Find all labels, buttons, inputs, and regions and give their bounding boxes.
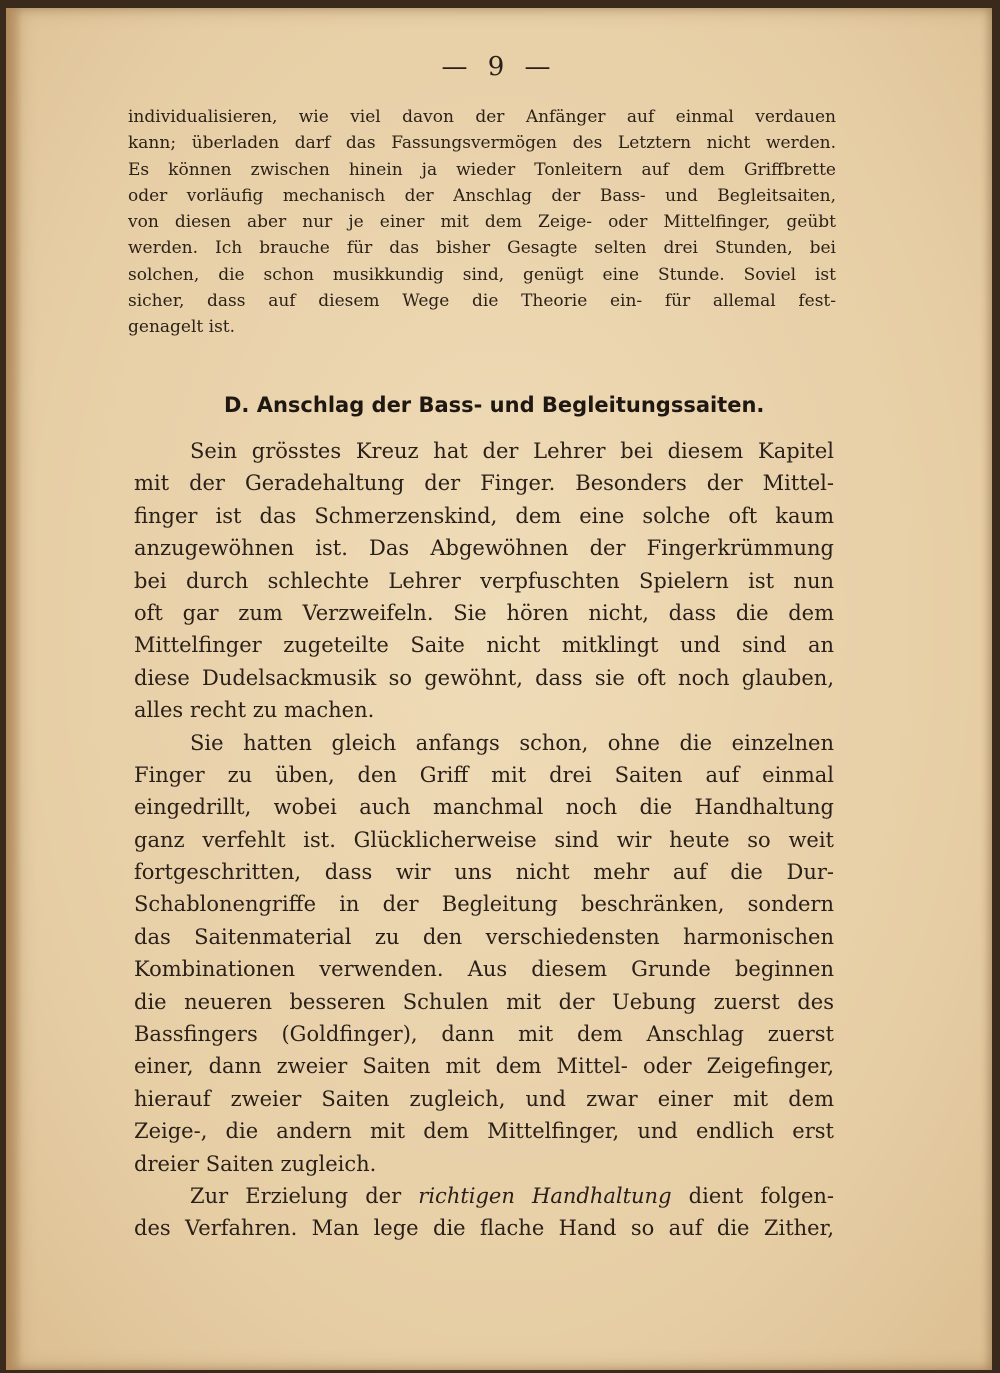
- text-line: finger ist das Schmerzenskind, dem eine solche oft kaum: [134, 503, 834, 528]
- text-line: werden. Ich brauche für das bisher Gesagte selten drei Stunden, bei: [128, 238, 836, 259]
- text-run: Zur Erzielung der: [190, 1183, 419, 1208]
- text-line: eingedrillt, wobei auch manchmal noch die Handhaltung: [134, 795, 834, 820]
- text-line: bei durch schlechte Lehrer verpfuschten Spielern ist nun: [134, 568, 834, 593]
- text-line: kann; überladen darf das Fassungsvermögen des Letztern nicht werden.: [128, 133, 836, 154]
- text-line: Bassfingers (Goldfinger), dann mit dem Anschlag zuerst: [134, 1022, 834, 1047]
- text-line: ganz verfehlt ist. Glücklicherweise sind wir heute so weit: [134, 827, 834, 852]
- text-line: hierauf zweier Saiten zugleich, und zwar einer mit dem: [134, 1086, 834, 1111]
- text-line: sicher, dass auf diesem Wege die Theorie ein- für allemal fest-: [128, 291, 836, 312]
- text-line: anzugewöhnen ist. Das Abgewöhnen der Fingerkrümmung: [134, 536, 834, 561]
- text-line: solchen, die schon musikkundig sind, genügt eine Stunde. Soviel ist: [128, 264, 836, 285]
- page-gutter-shadow: [6, 8, 22, 1370]
- text-line: Schablonengriffe in der Begleitung beschränken, sondern: [134, 892, 834, 917]
- text-line: genagelt ist.: [128, 317, 236, 338]
- text-line: Sie hatten gleich anfangs schon, ohne die einzelnen: [190, 730, 834, 755]
- body-text: [134, 435, 834, 1245]
- text-line: fortgeschritten, dass wir uns nicht mehr auf die Dur-: [134, 860, 834, 885]
- text-line: [134, 1180, 834, 1212]
- text-line: Kombinationen verwenden. Aus diesem Grunde beginnen: [134, 957, 834, 982]
- text-run: dient folgen-: [671, 1183, 834, 1208]
- text-line: oft gar zum Verzweifeln. Sie hören nicht, dass die dem: [134, 600, 834, 625]
- text-line: von diesen aber nur je einer mit dem Zeige- oder Mittelfinger, geübt: [128, 212, 836, 233]
- text-line: Finger zu üben, den Griff mit drei Saiten auf einmal: [134, 762, 834, 787]
- text-line: alles recht zu machen.: [134, 698, 375, 723]
- section-heading: D. Anschlag der Bass- und Begleitungssaiten.: [224, 393, 765, 417]
- text-line: die neueren besseren Schulen mit der Uebung zuerst des: [134, 989, 834, 1014]
- text-line: diese Dudelsackmusik so gewöhnt, dass sie oft noch glauben,: [134, 665, 834, 690]
- text-line: individualisieren, wie viel davon der Anfänger auf einmal verdauen: [128, 107, 836, 127]
- text-line: Es können zwischen hinein ja wieder Tonleitern auf dem Griffbrette: [128, 159, 836, 180]
- text-line: Mittelfinger zugeteilte Saite nicht mitklingt und sind an: [134, 633, 834, 658]
- emphasis-text: richtigen Handhaltung: [418, 1183, 672, 1208]
- text-line: Zeige-, die andern mit dem Mittelfinger, und endlich erst: [134, 1119, 834, 1144]
- book-page: [6, 8, 992, 1370]
- text-line: dreier Saiten zugleich.: [134, 1151, 377, 1176]
- intro-paragraph: [128, 104, 836, 341]
- text-line: des Verfahren. Man lege die flache Hand so auf die Zither,: [134, 1216, 834, 1241]
- text-line: Sein grösstes Kreuz hat der Lehrer bei diesem Kapitel: [190, 439, 834, 463]
- page-number: — 9 —: [441, 52, 557, 82]
- text-line: einer, dann zweier Saiten mit dem Mittel- oder Zeigefinger,: [134, 1054, 834, 1079]
- text-line: mit der Geradehaltung der Finger. Besonders der Mittel-: [134, 471, 834, 496]
- text-line: oder vorläufig mechanisch der Anschlag der Bass- und Begleitsaiten,: [128, 185, 836, 206]
- text-line: das Saitenmaterial zu den verschiedensten harmonischen: [134, 924, 834, 949]
